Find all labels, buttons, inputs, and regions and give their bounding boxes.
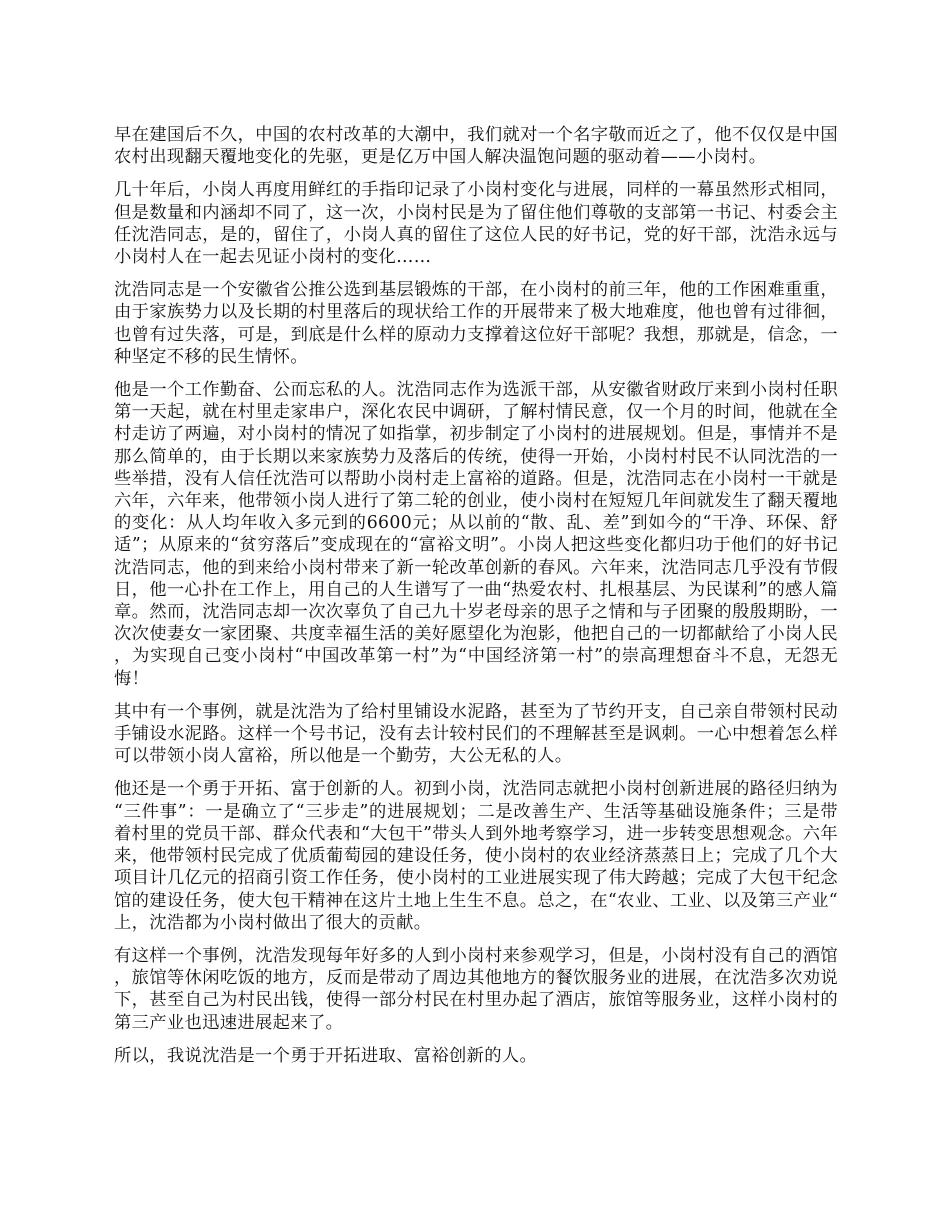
paragraph-6: 他还是一个勇于开拓、富于创新的人。初到小岗，沈浩同志就把小岗村创新进展的路径归纳为“三件事”：一是确立了“三步走”的进展规划；二是改善生产、生活等基础设施条件；三是带着村里的党员干部、群众代表和“大包干”带头人到外地考察学习，进一步转变思想观念。六年来，他带领村民完成了优质葡萄园的建设任务，使小岗村的农业经济蒸蒸日上；完成了几个大项目计几亿元的招商引资工作任务，使小岗村的工业进展实现了伟大跨越；完成了大包干纪念馆的建设任务，使大包干精神在这片土地上生生不息。总之，在“农业、工业、以及第三产业“上，沈浩都为小岗村做出了很大的贡献。 bbox=[114, 779, 838, 933]
paragraph-8: 所以，我说沈浩是一个勇于开拓进取、富裕创新的人。 bbox=[114, 1045, 538, 1066]
paragraph-3: 沈浩同志是一个安徽省公推公选到基层锻炼的干部，在小岗村的前三年，他的工作困难重重，由于家族势力以及长期的村里落后的现状给工作的开展带来了极大地难度，他也曾有过徘徊，也曾有过失落，可是，到底是什么样的原动力支撑着这位好干部呢？我想，那就是，信念，一种坚定不移的民生情怀。 bbox=[114, 280, 838, 367]
paragraph-1: 早在建国后不久，中国的农村改革的大潮中，我们就对一个名字敬而近之了，他不仅仅是中国农村出现翻天覆地变化的先驱，更是亿万中国人解决温饱问题的驱动着——小岗村。 bbox=[114, 125, 838, 168]
document-body bbox=[114, 124, 838, 1078]
paragraph-4: 他是一个工作勤奋、公而忘私的人。沈浩同志作为选派干部，从安徽省财政厅来到小岗村任职第一天起，就在村里走家串户，深化农民中调研，了解村情民意，仅一个月的时间，他就在全村走访了两遍，对小岗村的情况了如指掌，初步制定了小岗村的进展规划。但是，事情并不是那么简单的，由于长期以来家族势力及落后的传统，使得一开始，小岗村村民不认同沈浩的一些举措，没有人信任沈浩可以帮助小岗村走上富裕的道路。但是，沈浩同志在小岗村一干就是六年，六年来，他带领小岗人进行了第二轮的创业，使小岗村在短短几年间就发生了翻天覆地的变化：从人均年收入多元到的6600元；从以前的“散、乱、差”到如今的“干净、环保、舒适”；从原来的“贫穷落后”变成现在的“富裕文明”。小岗人把这些变化都归功于他们的好书记沈浩同志，他的到来给小岗村带来了新一轮改革创新的春风。六年来，沈浩同志几乎没有节假日，他一心扑在工作上，用自己的人生谱写了一曲“热爱农村、扎根基层、为民谋利”的感人篇章。然而，沈浩同志却一次次辜负了自己九十岁老母亲的思子之情和与子团聚的殷殷期盼，一次次使妻女一家团聚、共度幸福生活的美好愿望化为泡影，他把自己的一切都献给了小岗人民，为实现自己变小岗村“中国改革第一村”为“中国经济第一村”的崇高理想奋斗不息，无怨无悔！ bbox=[114, 380, 838, 689]
paragraph-7: 有这样一个事例，沈浩发现每年好多的人到小岗村来参观学习，但是，小岗村没有自己的酒馆，旅馆等休闲吃饭的地方，反而是带动了周边其他地方的餐饮服务业的进展，在沈浩多次劝说下，甚至自己为村民出钱，使得一部分村民在村里办起了酒店，旅馆等服务业，这样小岗村的第三产业也迅速进展起来了。 bbox=[114, 945, 838, 1033]
paragraph-5: 其中有一个事例，就是沈浩为了给村里铺设水泥路，甚至为了节约开支，自己亲自带领村民动手铺设水泥路。这样一个号书记，没有去计较村民们的不理解甚至是讽刺。一心中想着怎么样可以带领小岗人富裕，所以他是一个勤劳，大公无私的人。 bbox=[114, 701, 838, 767]
paragraph-2: 几十年后，小岗人再度用鲜红的手指印记录了小岗村变化与进展，同样的一幕虽然形式相同，但是数量和内涵却不同了，这一次，小岗村民是为了留住他们尊敬的支部第一书记、村委会主任沈浩同志，是的，留住了，小岗人真的留住了这位人民的好书记，党的好干部，沈浩永远与小岗村人在一起去见证小岗村的变化…… bbox=[114, 180, 838, 268]
